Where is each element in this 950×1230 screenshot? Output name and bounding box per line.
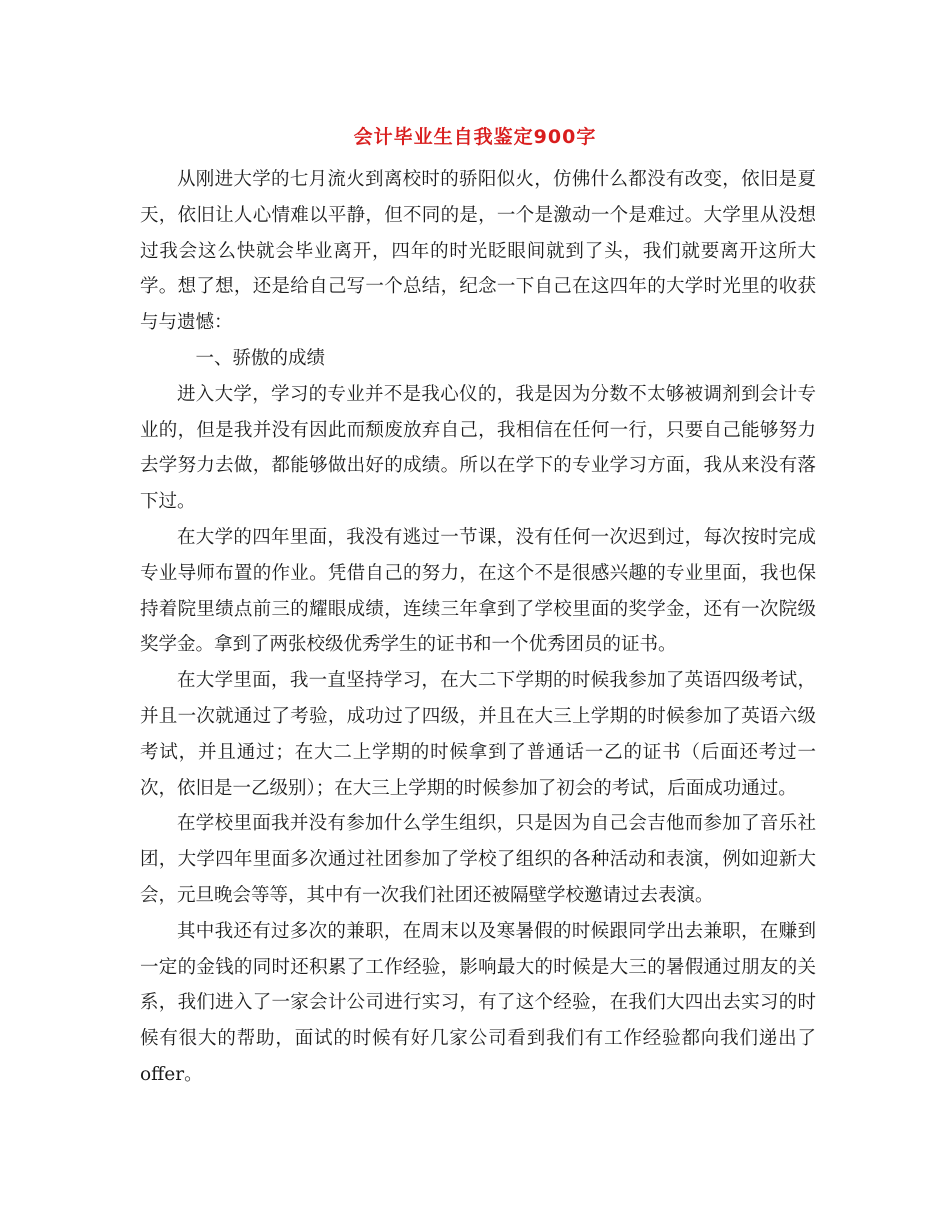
document-body bbox=[140, 162, 816, 1093]
document-title: 会计毕业生自我鉴定900字 bbox=[353, 126, 597, 148]
paragraph-club: 在学校里面我并没有参加什么学生组织，只是因为自己会吉他而参加了音乐社团，大学四年里面多次通过社团参加了学校了组织的各种活动和表演，例如迎新大会，元旦晚会等等，其中有一次我们社团还被隔壁学校邀请过去表演。 bbox=[140, 813, 816, 906]
paragraph-major: 进入大学，学习的专业并不是我心仪的，我是因为分数不太够被调剂到会计专业的，但是我并没有因此而颓废放弃自己，我相信在任何一行，只要自己能够努力去学努力去做，都能够做出好的成绩。所以在学下的专业学习方面，我从来没有落下过。 bbox=[140, 383, 816, 513]
paragraph-parttime: 其中我还有过多次的兼职，在周末以及寒暑假的时候跟同学出去兼职，在赚到一定的金钱的同时还积累了工作经验，影响最大的时候是大三的暑假通过朋友的关系，我们进入了一家会计公司进行实习，有了这个经验，在我们大四出去实习的时候有很大的帮助，面试的时候有好几家公司看到我们有工作经验都向我们递出了offer。 bbox=[140, 920, 816, 1085]
paragraph-exams: 在大学里面，我一直坚持学习，在大二下学期的时候我参加了英语四级考试，并且一次就通过了考验，成功过了四级，并且在大三上学期的时候参加了英语六级考试，并且通过；在大二上学期的时候拿到了普通话一乙的证书（后面还考过一次，依旧是一乙级别）；在大三上学期的时候参加了初会的考试，后面成功通过。 bbox=[140, 670, 816, 799]
paragraph-intro: 从刚进大学的七月流火到离校时的骄阳似火，仿佛什么都没有改变，依旧是夏天，依旧让人心情难以平静，但不同的是，一个是激动一个是难过。大学里从没想过我会这么快就会毕业离开，四年的时光眨眼间就到了头，我们就要离开这所大学。想了想，还是给自己写一个总结，纪念一下自己在这四年的大学时光里的收获与与遗憾： bbox=[140, 169, 816, 334]
section-heading: 一、骄傲的成绩 bbox=[195, 347, 326, 369]
paragraph-attendance: 在大学的四年里面，我没有逃过一节课，没有任何一次迟到过，每次按时完成专业导师布置的作业。凭借自己的努力，在这个不是很感兴趣的专业里面，我也保持着院里绩点前三的耀眼成绩，连续三年拿到了学校里面的奖学金，还有一次院级奖学金。拿到了两张校级优秀学生的证书和一个优秀团员的证书。 bbox=[140, 526, 816, 656]
